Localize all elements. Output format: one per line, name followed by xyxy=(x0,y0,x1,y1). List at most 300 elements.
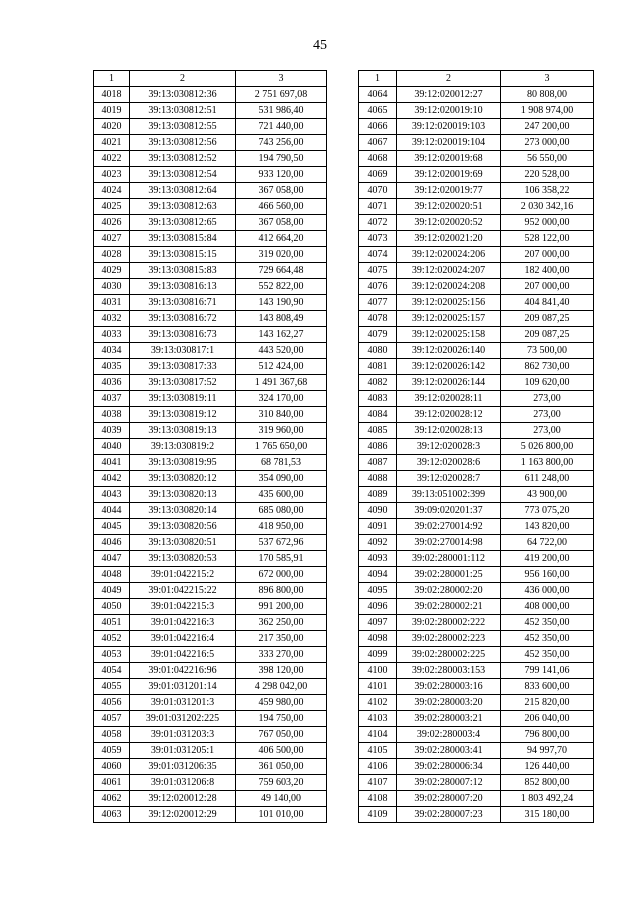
cadastral-table-right xyxy=(358,70,594,823)
table-row xyxy=(359,263,594,279)
row-number: 4064 xyxy=(359,87,397,103)
row-number: 4040 xyxy=(94,439,130,455)
cadastral-number: 39:01:042215:3 xyxy=(130,599,236,615)
table-row xyxy=(359,311,594,327)
table-row xyxy=(359,471,594,487)
cadastral-number: 39:02:280002:223 xyxy=(397,631,501,647)
cadastral-value: 952 000,00 xyxy=(501,215,594,231)
row-number: 4103 xyxy=(359,711,397,727)
cadastral-value: 459 980,00 xyxy=(236,695,327,711)
row-number: 4051 xyxy=(94,615,130,631)
table-row xyxy=(94,231,327,247)
row-number: 4084 xyxy=(359,407,397,423)
table-row xyxy=(359,247,594,263)
row-number: 4053 xyxy=(94,647,130,663)
cadastral-value: 217 350,00 xyxy=(236,631,327,647)
table-row xyxy=(359,167,594,183)
cadastral-number: 39:12:020028:3 xyxy=(397,439,501,455)
cadastral-number: 39:13:030820:53 xyxy=(130,551,236,567)
row-number: 4098 xyxy=(359,631,397,647)
row-number: 4055 xyxy=(94,679,130,695)
row-number: 4033 xyxy=(94,327,130,343)
cadastral-number: 39:13:030820:13 xyxy=(130,487,236,503)
row-number: 4067 xyxy=(359,135,397,151)
column-header-cadastral: 2 xyxy=(397,71,501,87)
table-row xyxy=(359,743,594,759)
row-number: 4092 xyxy=(359,535,397,551)
row-number: 4047 xyxy=(94,551,130,567)
cadastral-value: 833 600,00 xyxy=(501,679,594,695)
cadastral-number: 39:12:020024:207 xyxy=(397,263,501,279)
cadastral-value: 367 058,00 xyxy=(236,215,327,231)
table-row xyxy=(94,647,327,663)
cadastral-number: 39:12:020028:6 xyxy=(397,455,501,471)
table-row xyxy=(359,87,594,103)
cadastral-number: 39:12:020025:156 xyxy=(397,295,501,311)
cadastral-number: 39:12:020012:28 xyxy=(130,791,236,807)
cadastral-number: 39:13:030817:1 xyxy=(130,343,236,359)
cadastral-value: 729 664,48 xyxy=(236,263,327,279)
cadastral-number: 39:12:020028:11 xyxy=(397,391,501,407)
cadastral-value: 896 800,00 xyxy=(236,583,327,599)
cadastral-number: 39:02:280003:16 xyxy=(397,679,501,695)
cadastral-value: 418 950,00 xyxy=(236,519,327,535)
table-row xyxy=(94,87,327,103)
cadastral-value: 398 120,00 xyxy=(236,663,327,679)
table-row xyxy=(359,791,594,807)
table-row xyxy=(359,343,594,359)
cadastral-value: 767 050,00 xyxy=(236,727,327,743)
row-number: 4085 xyxy=(359,423,397,439)
cadastral-value: 531 986,40 xyxy=(236,103,327,119)
table-row xyxy=(359,807,594,823)
row-number: 4104 xyxy=(359,727,397,743)
table-row xyxy=(94,535,327,551)
cadastral-value: 2 030 342,16 xyxy=(501,199,594,215)
cadastral-value: 512 424,00 xyxy=(236,359,327,375)
row-number: 4109 xyxy=(359,807,397,823)
table-row xyxy=(359,183,594,199)
table-row xyxy=(359,391,594,407)
cadastral-value: 367 058,00 xyxy=(236,183,327,199)
cadastral-value: 2 751 697,08 xyxy=(236,87,327,103)
cadastral-number: 39:12:020028:7 xyxy=(397,471,501,487)
row-number: 4024 xyxy=(94,183,130,199)
table-row xyxy=(94,151,327,167)
cadastral-number: 39:13:030812:54 xyxy=(130,167,236,183)
table-row xyxy=(94,295,327,311)
cadastral-number: 39:12:020024:208 xyxy=(397,279,501,295)
row-number: 4030 xyxy=(94,279,130,295)
cadastral-number: 39:13:030819:13 xyxy=(130,423,236,439)
table-row xyxy=(94,551,327,567)
cadastral-value: 273,00 xyxy=(501,391,594,407)
table-row xyxy=(94,599,327,615)
row-number: 4025 xyxy=(94,199,130,215)
cadastral-value: 319 960,00 xyxy=(236,423,327,439)
cadastral-value: 852 800,00 xyxy=(501,775,594,791)
column-header-value: 3 xyxy=(236,71,327,87)
row-number: 4094 xyxy=(359,567,397,583)
row-number: 4046 xyxy=(94,535,130,551)
cadastral-value: 143 162,27 xyxy=(236,327,327,343)
cadastral-value: 207 000,00 xyxy=(501,279,594,295)
cadastral-value: 362 250,00 xyxy=(236,615,327,631)
row-number: 4018 xyxy=(94,87,130,103)
table-row xyxy=(359,359,594,375)
row-number: 4026 xyxy=(94,215,130,231)
table-row xyxy=(94,263,327,279)
cadastral-value: 220 528,00 xyxy=(501,167,594,183)
table-row xyxy=(94,679,327,695)
cadastral-value: 215 820,00 xyxy=(501,695,594,711)
table-row xyxy=(359,151,594,167)
cadastral-value: 1 163 800,00 xyxy=(501,455,594,471)
cadastral-number: 39:12:020026:144 xyxy=(397,375,501,391)
table-row xyxy=(94,311,327,327)
table-row xyxy=(359,119,594,135)
table-row xyxy=(359,647,594,663)
cadastral-number: 39:12:020021:20 xyxy=(397,231,501,247)
cadastral-value: 194 750,00 xyxy=(236,711,327,727)
cadastral-value: 452 350,00 xyxy=(501,631,594,647)
table-row xyxy=(94,359,327,375)
row-number: 4099 xyxy=(359,647,397,663)
cadastral-number: 39:13:030815:15 xyxy=(130,247,236,263)
row-number: 4038 xyxy=(94,407,130,423)
row-number: 4049 xyxy=(94,583,130,599)
cadastral-number: 39:02:280003:4 xyxy=(397,727,501,743)
cadastral-value: 206 040,00 xyxy=(501,711,594,727)
row-number: 4056 xyxy=(94,695,130,711)
cadastral-number: 39:13:030816:73 xyxy=(130,327,236,343)
cadastral-table-left xyxy=(93,70,327,823)
cadastral-number: 39:02:280003:153 xyxy=(397,663,501,679)
row-number: 4089 xyxy=(359,487,397,503)
row-number: 4023 xyxy=(94,167,130,183)
cadastral-value: 324 170,00 xyxy=(236,391,327,407)
cadastral-value: 412 664,20 xyxy=(236,231,327,247)
cadastral-value: 1 491 367,68 xyxy=(236,375,327,391)
row-number: 4042 xyxy=(94,471,130,487)
cadastral-value: 143 190,90 xyxy=(236,295,327,311)
column-header-value: 3 xyxy=(501,71,594,87)
cadastral-value: 685 080,00 xyxy=(236,503,327,519)
cadastral-value: 64 722,00 xyxy=(501,535,594,551)
table-row xyxy=(94,567,327,583)
row-number: 4088 xyxy=(359,471,397,487)
cadastral-value: 143 808,49 xyxy=(236,311,327,327)
table-row xyxy=(94,439,327,455)
cadastral-number: 39:02:280003:20 xyxy=(397,695,501,711)
row-number: 4083 xyxy=(359,391,397,407)
row-number: 4032 xyxy=(94,311,130,327)
row-number: 4022 xyxy=(94,151,130,167)
table-row xyxy=(359,519,594,535)
cadastral-number: 39:12:020019:68 xyxy=(397,151,501,167)
row-number: 4068 xyxy=(359,151,397,167)
table-row xyxy=(94,423,327,439)
table-row xyxy=(94,199,327,215)
cadastral-value: 207 000,00 xyxy=(501,247,594,263)
cadastral-value: 537 672,96 xyxy=(236,535,327,551)
row-number: 4031 xyxy=(94,295,130,311)
table-row xyxy=(94,183,327,199)
cadastral-value: 862 730,00 xyxy=(501,359,594,375)
cadastral-value: 310 840,00 xyxy=(236,407,327,423)
row-number: 4095 xyxy=(359,583,397,599)
cadastral-number: 39:01:031206:35 xyxy=(130,759,236,775)
cadastral-value: 552 822,00 xyxy=(236,279,327,295)
cadastral-value: 319 020,00 xyxy=(236,247,327,263)
cadastral-number: 39:01:031205:1 xyxy=(130,743,236,759)
table-row xyxy=(94,487,327,503)
table-row xyxy=(359,327,594,343)
cadastral-value: 80 808,00 xyxy=(501,87,594,103)
row-number: 4096 xyxy=(359,599,397,615)
table-row xyxy=(359,599,594,615)
table-row xyxy=(94,455,327,471)
cadastral-value: 773 075,20 xyxy=(501,503,594,519)
cadastral-value: 443 520,00 xyxy=(236,343,327,359)
cadastral-number: 39:02:280007:23 xyxy=(397,807,501,823)
cadastral-number: 39:01:031201:14 xyxy=(130,679,236,695)
cadastral-number: 39:12:020026:140 xyxy=(397,343,501,359)
cadastral-number: 39:12:020024:206 xyxy=(397,247,501,263)
row-number: 4077 xyxy=(359,295,397,311)
cadastral-value: 361 050,00 xyxy=(236,759,327,775)
cadastral-value: 759 603,20 xyxy=(236,775,327,791)
cadastral-number: 39:13:030819:12 xyxy=(130,407,236,423)
table-row xyxy=(359,567,594,583)
cadastral-value: 743 256,00 xyxy=(236,135,327,151)
cadastral-number: 39:02:280002:225 xyxy=(397,647,501,663)
cadastral-value: 956 160,00 xyxy=(501,567,594,583)
row-number: 4078 xyxy=(359,311,397,327)
cadastral-number: 39:12:020019:10 xyxy=(397,103,501,119)
cadastral-value: 143 820,00 xyxy=(501,519,594,535)
cadastral-number: 39:02:280001:25 xyxy=(397,567,501,583)
table-row xyxy=(359,679,594,695)
cadastral-value: 466 560,00 xyxy=(236,199,327,215)
table-row xyxy=(94,615,327,631)
table-row xyxy=(359,695,594,711)
cadastral-number: 39:01:042216:3 xyxy=(130,615,236,631)
table-row xyxy=(94,327,327,343)
cadastral-number: 39:12:020026:142 xyxy=(397,359,501,375)
cadastral-value: 799 141,06 xyxy=(501,663,594,679)
cadastral-value: 49 140,00 xyxy=(236,791,327,807)
table-row xyxy=(94,727,327,743)
cadastral-number: 39:12:020019:104 xyxy=(397,135,501,151)
table-row xyxy=(359,199,594,215)
cadastral-value: 209 087,25 xyxy=(501,311,594,327)
cadastral-value: 56 550,00 xyxy=(501,151,594,167)
row-number: 4050 xyxy=(94,599,130,615)
cadastral-number: 39:13:030812:63 xyxy=(130,199,236,215)
row-number: 4075 xyxy=(359,263,397,279)
table-row xyxy=(94,247,327,263)
cadastral-value: 721 440,00 xyxy=(236,119,327,135)
table-row xyxy=(359,135,594,151)
cadastral-value: 109 620,00 xyxy=(501,375,594,391)
table-row xyxy=(359,631,594,647)
cadastral-number: 39:02:280002:222 xyxy=(397,615,501,631)
row-number: 4041 xyxy=(94,455,130,471)
cadastral-number: 39:01:031206:8 xyxy=(130,775,236,791)
cadastral-value: 404 841,40 xyxy=(501,295,594,311)
cadastral-value: 1 765 650,00 xyxy=(236,439,327,455)
cadastral-number: 39:13:030815:83 xyxy=(130,263,236,279)
cadastral-value: 101 010,00 xyxy=(236,807,327,823)
row-number: 4082 xyxy=(359,375,397,391)
row-number: 4060 xyxy=(94,759,130,775)
row-number: 4072 xyxy=(359,215,397,231)
cadastral-number: 39:01:031202:225 xyxy=(130,711,236,727)
table-row xyxy=(94,407,327,423)
cadastral-number: 39:02:280003:21 xyxy=(397,711,501,727)
table-row xyxy=(94,279,327,295)
cadastral-value: 5 026 800,00 xyxy=(501,439,594,455)
table-row xyxy=(94,663,327,679)
cadastral-value: 452 350,00 xyxy=(501,647,594,663)
table-row xyxy=(359,455,594,471)
cadastral-number: 39:12:020025:157 xyxy=(397,311,501,327)
table-row xyxy=(94,167,327,183)
cadastral-number: 39:01:031201:3 xyxy=(130,695,236,711)
row-number: 4027 xyxy=(94,231,130,247)
table-row xyxy=(94,519,327,535)
cadastral-number: 39:12:020020:51 xyxy=(397,199,501,215)
cadastral-number: 39:12:020019:77 xyxy=(397,183,501,199)
table-row xyxy=(94,759,327,775)
cadastral-value: 273,00 xyxy=(501,407,594,423)
row-number: 4087 xyxy=(359,455,397,471)
row-number: 4035 xyxy=(94,359,130,375)
cadastral-number: 39:13:030812:51 xyxy=(130,103,236,119)
cadastral-number: 39:02:280007:20 xyxy=(397,791,501,807)
cadastral-number: 39:13:030820:14 xyxy=(130,503,236,519)
row-number: 4107 xyxy=(359,775,397,791)
table-row xyxy=(94,103,327,119)
cadastral-number: 39:02:280002:20 xyxy=(397,583,501,599)
cadastral-number: 39:13:030817:52 xyxy=(130,375,236,391)
cadastral-value: 43 900,00 xyxy=(501,487,594,503)
table-row xyxy=(359,759,594,775)
cadastral-value: 182 400,00 xyxy=(501,263,594,279)
cadastral-number: 39:02:280003:41 xyxy=(397,743,501,759)
cadastral-value: 126 440,00 xyxy=(501,759,594,775)
table-row xyxy=(359,727,594,743)
cadastral-value: 1 908 974,00 xyxy=(501,103,594,119)
row-number: 4076 xyxy=(359,279,397,295)
cadastral-number: 39:02:270014:98 xyxy=(397,535,501,551)
cadastral-number: 39:12:020012:27 xyxy=(397,87,501,103)
row-number: 4079 xyxy=(359,327,397,343)
row-number: 4062 xyxy=(94,791,130,807)
row-number: 4057 xyxy=(94,711,130,727)
cadastral-number: 39:13:051002:399 xyxy=(397,487,501,503)
row-number: 4101 xyxy=(359,679,397,695)
table-row xyxy=(94,343,327,359)
table-row xyxy=(94,695,327,711)
column-header-number: 1 xyxy=(94,71,130,87)
cadastral-value: 273,00 xyxy=(501,423,594,439)
table-header-row xyxy=(359,71,594,87)
table-row xyxy=(359,551,594,567)
cadastral-value: 1 803 492,24 xyxy=(501,791,594,807)
table-row xyxy=(359,423,594,439)
table-row xyxy=(94,391,327,407)
cadastral-number: 39:13:030817:33 xyxy=(130,359,236,375)
row-number: 4102 xyxy=(359,695,397,711)
row-number: 4097 xyxy=(359,615,397,631)
cadastral-value: 796 800,00 xyxy=(501,727,594,743)
cadastral-number: 39:13:030816:71 xyxy=(130,295,236,311)
cadastral-number: 39:12:020019:103 xyxy=(397,119,501,135)
row-number: 4037 xyxy=(94,391,130,407)
cadastral-number: 39:02:280001:112 xyxy=(397,551,501,567)
table-row xyxy=(94,583,327,599)
cadastral-number: 39:12:020028:13 xyxy=(397,423,501,439)
row-number: 4074 xyxy=(359,247,397,263)
cadastral-value: 408 000,00 xyxy=(501,599,594,615)
cadastral-value: 333 270,00 xyxy=(236,647,327,663)
cadastral-value: 106 358,22 xyxy=(501,183,594,199)
cadastral-number: 39:13:030820:51 xyxy=(130,535,236,551)
cadastral-number: 39:01:042216:96 xyxy=(130,663,236,679)
cadastral-number: 39:02:270014:92 xyxy=(397,519,501,535)
row-number: 4052 xyxy=(94,631,130,647)
cadastral-number: 39:13:030812:52 xyxy=(130,151,236,167)
cadastral-value: 528 122,00 xyxy=(501,231,594,247)
table-row xyxy=(359,663,594,679)
row-number: 4080 xyxy=(359,343,397,359)
table-row xyxy=(94,775,327,791)
table-row xyxy=(94,471,327,487)
row-number: 4100 xyxy=(359,663,397,679)
cadastral-value: 406 500,00 xyxy=(236,743,327,759)
cadastral-number: 39:01:042216:4 xyxy=(130,631,236,647)
cadastral-value: 435 600,00 xyxy=(236,487,327,503)
cadastral-number: 39:13:030820:56 xyxy=(130,519,236,535)
table-row xyxy=(359,711,594,727)
row-number: 4034 xyxy=(94,343,130,359)
row-number: 4044 xyxy=(94,503,130,519)
row-number: 4069 xyxy=(359,167,397,183)
cadastral-number: 39:13:030812:64 xyxy=(130,183,236,199)
table-row xyxy=(94,119,327,135)
table-row xyxy=(359,103,594,119)
table-row xyxy=(94,631,327,647)
cadastral-number: 39:12:020012:29 xyxy=(130,807,236,823)
cadastral-value: 68 781,53 xyxy=(236,455,327,471)
cadastral-number: 39:12:020019:69 xyxy=(397,167,501,183)
cadastral-number: 39:13:030816:72 xyxy=(130,311,236,327)
table-row xyxy=(359,279,594,295)
row-number: 4091 xyxy=(359,519,397,535)
cadastral-value: 672 000,00 xyxy=(236,567,327,583)
cadastral-number: 39:12:020020:52 xyxy=(397,215,501,231)
table-row xyxy=(94,743,327,759)
row-number: 4020 xyxy=(94,119,130,135)
cadastral-number: 39:12:020028:12 xyxy=(397,407,501,423)
cadastral-number: 39:02:280006:34 xyxy=(397,759,501,775)
table-row xyxy=(359,295,594,311)
row-number: 4108 xyxy=(359,791,397,807)
cadastral-number: 39:13:030820:12 xyxy=(130,471,236,487)
row-number: 4093 xyxy=(359,551,397,567)
